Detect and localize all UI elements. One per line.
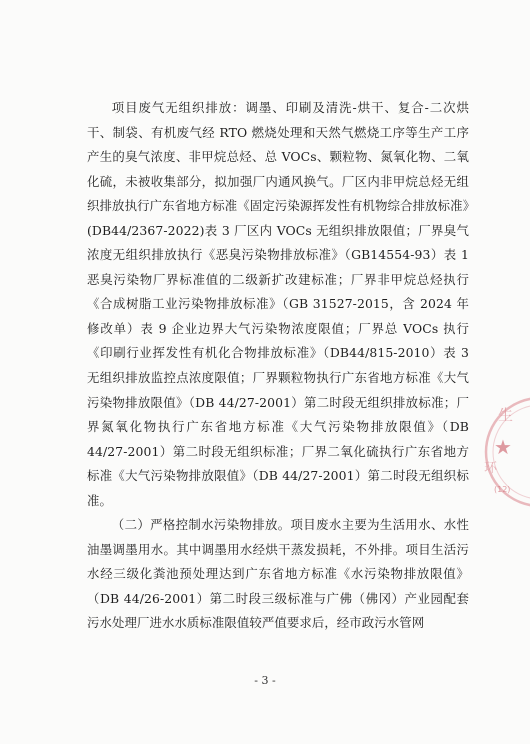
svg-text:环: 环 xyxy=(484,461,498,476)
paragraph-water-emissions: （二）严格控制水污染物排放。项目废水主要为生活用水、水性油墨调墨用水。其中调墨用水经烘干蒸发损耗，不外排。项目生活污水经三级化粪池预处理达到广东省地方标准《水污染物排放限值》（DB 44/26-2001）第二时段三级标准与广佛（佛冈）产业园配套污水处理厂进水水质标准限值较严值要求后，经市政污水管网 xyxy=(87,517,469,631)
body-text xyxy=(87,96,469,636)
official-seal-stamp xyxy=(478,380,530,530)
svg-text:生: 生 xyxy=(498,406,514,424)
paragraph-air-emissions: 项目废气无组织排放：调墨、印刷及清洗-烘干、复合-二次烘干、制袋、有机废气经 RTO 燃烧处理和天然气燃烧工序等生产工序产生的臭气浓度、非甲烷总烃、总 VOCs、颗粒物、氮氧化物、二氧化硫，未被收集部分，拟加强厂内通风换气。厂区内非甲烷总烃无组织排放执行广东省地方标准《固定污染源挥发性有机物综合排放标准》(DB44/2367-2022)表 3 厂区内 VOCs 无组织排放限值；厂界臭气浓度无组织排放执行《恶臭污染物排放标准》（GB14554-93）表 1 恶臭污染物厂界标准值的二级新扩改建标准；厂界非甲烷总烃执行《合成树脂工业污染物排放标准》（GB 31527-2015，含 2024 年修改单）表 9 企业边界大气污染物浓度限值；厂界总 VOCs 执行《印刷行业挥发性有机化合物排放标准》（DB44/815-2010）表 3 无组织排放监控点浓度限值；厂界颗粒物执行广东省地方标准《大气污染物排放限值》（DB 44/27-2001）第二时段无组织排放标准；厂界氮氧化物执行广东省地方标准《大气污染物排放限值》（DB 44/27-2001）第二时段无组织标准；厂界二氧化硫执行广东省地方标准《大气污染物排放限值》（DB 44/27-2001）第二时段无组织标准。 xyxy=(87,100,469,508)
svg-text:(12): (12) xyxy=(494,485,511,494)
svg-text:★: ★ xyxy=(494,435,512,459)
page-number: - 3 - xyxy=(254,674,276,687)
